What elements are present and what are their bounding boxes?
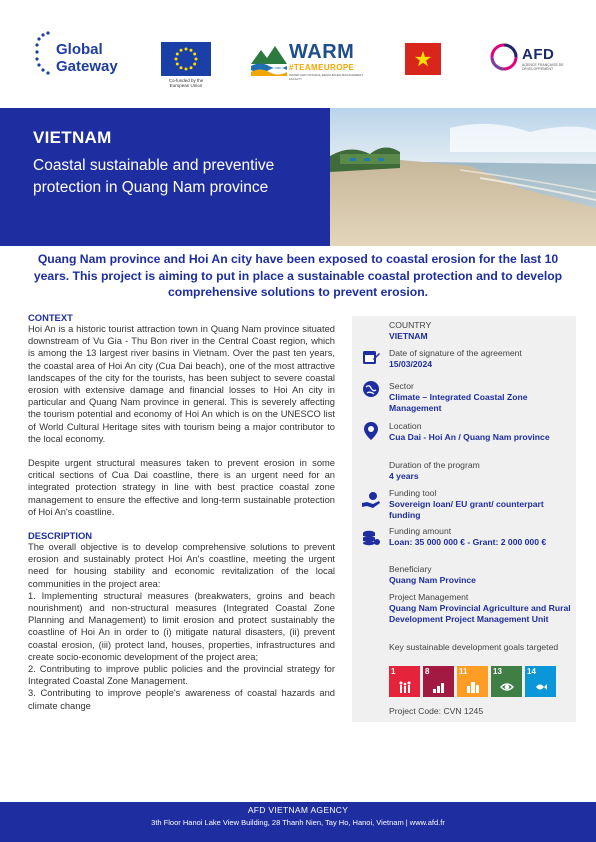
page-title: VIETNAM — [33, 128, 112, 147]
eu-stars-icon — [34, 30, 52, 76]
afd-name: AFD — [522, 46, 555, 63]
sdg-tiles — [389, 666, 556, 697]
project-code: Project Code: CVN 1245 — [389, 706, 484, 716]
sdg-field — [389, 642, 573, 653]
footer — [0, 802, 596, 842]
main-content — [28, 312, 335, 712]
funding-tool-label: Funding tool — [389, 488, 437, 498]
beneficiary-value: Quang Nam Province — [389, 574, 476, 585]
project-code-field — [389, 706, 573, 717]
fish-icon — [534, 680, 548, 694]
context-heading: CONTEXT — [28, 312, 73, 323]
coin-stack-icon — [361, 528, 381, 548]
sdg-label: Key sustainable development goals targeted — [389, 642, 559, 652]
location-label: Location — [389, 421, 422, 431]
warm-logo — [251, 42, 371, 82]
calendar-pen-icon — [361, 347, 381, 367]
eu-caption: Co-funded by the European Union — [168, 78, 204, 88]
warm-subtitle: #TEAMEUROPE — [289, 63, 355, 72]
family-icon — [398, 680, 412, 694]
project-title: Coastal sustainable and preventive protection in Quang Nam province — [33, 157, 275, 196]
warm-title: WARM — [289, 41, 355, 63]
eu-flag-icon — [161, 42, 211, 76]
warm-mountain-icon — [251, 42, 287, 76]
project-management-field — [389, 592, 573, 625]
duration-value: 4 years — [389, 470, 419, 481]
location-field — [389, 421, 573, 443]
description-item-3: 3. Contributing to improve people's awareness of coastal hazards and climate change — [28, 688, 335, 711]
afd-ring-icon — [489, 42, 519, 72]
sdg-tile-8: 8 — [423, 666, 454, 697]
growth-chart-icon — [432, 680, 446, 694]
context-paragraph-2: Despite urgent structural measures taken to prevent erosion in some critical sections of Cua Dai coastline, there is an urgent need for an integrated protection strategy in line with best practice coastal zone management to ensure the effective and long-term sustainable protection of Hoi An's coastline. — [28, 458, 335, 517]
description-item-1: 1. Implementing structural measures (breakwaters, groins and beach nourishment) and non-structural measures (Integrated Coastal Zone Planning and Management) to limit erosion and protect sustainably the coastline of Hoi An in order to (i) mitigate natural disasters, (ii) prevent coastal erosion, (iii) protect land, houses, properties, infrastructures and create socio-economic development of the project area; — [28, 590, 335, 662]
eu-logo — [161, 42, 211, 90]
hand-coin-icon — [361, 490, 381, 510]
project-info-sidebar — [352, 316, 576, 722]
global-gateway-text: Global Gateway — [56, 41, 118, 75]
description-heading: DESCRIPTION — [28, 530, 93, 542]
funding-amount-field — [389, 526, 573, 548]
context-paragraph-1: Hoi An is a historic tourist attraction town in Quang Nam province situated downstream of Vu Gia - Thu Bon river in the Central Coast region, which is among the 13 largest river basins in Vietnam. Over the past ten years, the coastal area of Hoi An city (Cua Dai beach), one of the most attractive landscapes of the city for the tourists, has been subject to severe coastal erosion with extensive damage and financial losses to Hoi An city in particular and Quang Nam province in general. This is severely affecting the tourism potential and economy of Hoi An which is on the UNESCO list of World Cultural Heritage sites with tourism being a major contributor to the local economy. — [28, 324, 335, 444]
banner-text — [33, 128, 333, 199]
sector-value: Climate – Integrated Coastal Zone Management — [389, 391, 528, 413]
buildings-icon — [466, 680, 480, 694]
date-field — [389, 348, 573, 370]
beneficiary-field — [389, 564, 573, 586]
sdg-tile-1: 1 — [389, 666, 420, 697]
logo-strip — [0, 0, 596, 108]
description-intro: The overall objective is to develop comprehensive solutions to prevent erosion and sustainably protect Hoi An's coastline, meeting the urgent need for housing stability and economic revitalization of the local communities in the project area: — [28, 542, 335, 589]
funding-tool-value: Sovereign loan/ EU grant/ counterpart funding — [389, 498, 544, 520]
duration-label: Duration of the program — [389, 460, 480, 470]
location-pin-icon — [361, 421, 381, 441]
afd-logo — [489, 42, 569, 76]
beneficiary-label: Beneficiary — [389, 564, 432, 574]
globe-leaf-icon — [361, 379, 381, 399]
duration-field — [389, 460, 573, 482]
country-field — [389, 320, 573, 342]
footer-agency: AFD VIETNAM AGENCY — [247, 805, 349, 815]
funding-amount-value: Loan: 35 000 000 € - Grant: 2 000 000 € — [389, 536, 547, 547]
sector-label: Sector — [389, 381, 414, 391]
project-management-label: Project Management — [389, 592, 469, 602]
country-value: VIETNAM — [389, 330, 428, 341]
description-item-2: 2. Contributing to improve public policies and the provincial strategy for Integrated Coastal Zone Management. — [28, 664, 335, 687]
global-gateway-logo — [34, 30, 144, 80]
country-label: COUNTRY — [389, 320, 432, 330]
sdg-tile-11: 11 — [457, 666, 488, 697]
sdg-tile-14: 14 — [525, 666, 556, 697]
date-value: 15/03/2024 — [389, 358, 433, 369]
footer-address: 3th Floor Hanoi Lake View Building, 28 Thanh Nien, Tay Ho, Hanoi, Vietnam | www.afd.fr — [151, 818, 445, 827]
afd-tagline: AGENCE FRANÇAISE DE DÉVELOPPEMENT — [522, 63, 564, 71]
location-value: Cua Dai - Hoi An / Quang Nam province — [389, 431, 550, 442]
lead-paragraph: Quang Nam province and Hoi An city have been exposed to coastal erosion for the last 10 years. This project is aiming to put in place a sustainable coastal protection and to develop comprehensive solutions to prevent erosion. — [33, 252, 563, 299]
sector-field — [389, 381, 573, 414]
beach-photo — [330, 108, 596, 246]
vietnam-flag-icon — [405, 43, 441, 75]
eye-globe-icon — [500, 680, 514, 694]
project-management-value: Quang Nam Provincial Agriculture and Rural Development Project Management Unit — [389, 602, 571, 624]
warm-tagline: WATER AND NATURAL RESOURCES MANAGEMENT FACILITY — [289, 73, 364, 81]
funding-amount-label: Funding amount — [389, 526, 452, 536]
date-label: Date of signature of the agreement — [389, 348, 522, 358]
sdg-tile-13: 13 — [491, 666, 522, 697]
funding-tool-field — [389, 488, 573, 521]
